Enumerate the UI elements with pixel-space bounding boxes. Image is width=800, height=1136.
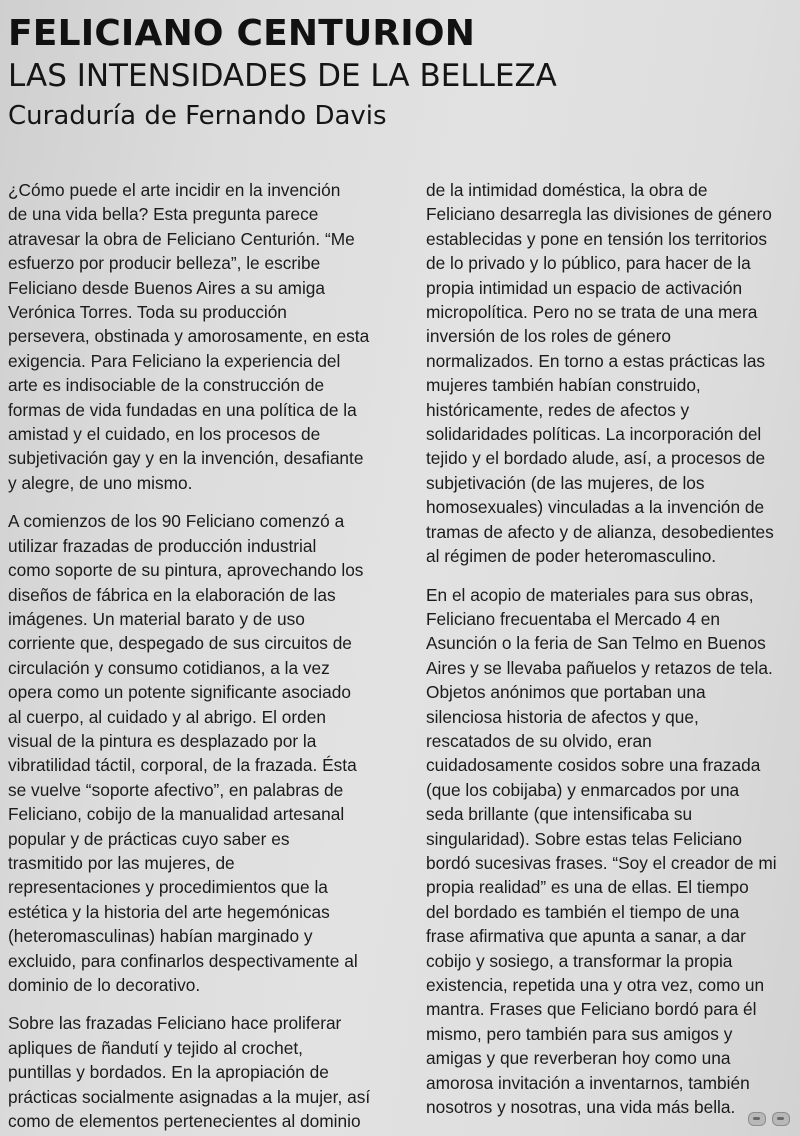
- text-line: formas de vida fundadas en una política de la: [8, 399, 357, 420]
- text-line: Feliciano, cobijo de la manualidad artesanal: [8, 804, 345, 825]
- artist-name: FELICIANO CENTURION: [8, 13, 476, 54]
- text-line: de una vida bella? Esta pregunta parece: [8, 204, 319, 225]
- left-text-column: [8, 178, 392, 1136]
- text-line: En el acopio de materiales para sus obras,: [426, 584, 754, 605]
- text-line: atravesar la obra de Feliciano Centurión. “Me: [8, 228, 355, 249]
- text-line: cobijo y sosiego, a transformar la propia: [426, 950, 733, 971]
- text-line: (heteromasculinas) habían marginado y: [8, 926, 313, 947]
- paragraph: [426, 583, 794, 1120]
- text-line: mismo, pero también para sus amigos y: [426, 1023, 733, 1044]
- text-line: Aires y se llevaba pañuelos y retazos de tela.: [426, 657, 773, 678]
- text-line: seda brillante (que intensificaba su: [426, 804, 693, 825]
- text-line: como de elementos pertenecientes al dominio: [8, 1111, 361, 1132]
- text-line: tramas de afecto y de alianza, desobedientes: [426, 521, 774, 542]
- text-line: del bordado es también el tiempo de una: [426, 901, 740, 922]
- text-line: puntillas y bordados. En la apropiación de: [8, 1062, 329, 1083]
- text-line: al régimen de poder heteromasculino.: [426, 546, 717, 567]
- curator-credit: Curaduría de Fernando Davis: [8, 101, 387, 131]
- text-line: silenciosa historia de afectos y que,: [426, 706, 699, 727]
- sponsor-logo-icon: [772, 1112, 790, 1126]
- text-line: amorosa invitación a inventarnos, también: [426, 1072, 750, 1093]
- text-line: vibratilidad táctil, corporal, de la frazada. Ésta: [8, 755, 357, 776]
- text-line: Objetos anónimos que portaban una: [426, 682, 706, 703]
- text-line: arte es indisociable de la construcción de: [8, 375, 325, 396]
- text-line: dominio de lo decorativo.: [8, 975, 201, 995]
- text-line: estética y la historia del arte hegemónicas: [8, 901, 330, 922]
- text-line: subjetivación (de las mujeres, de los: [426, 472, 705, 493]
- text-line: y alegre, de uno mismo.: [8, 472, 193, 493]
- text-line: utilizar frazadas de producción industrial: [8, 535, 317, 556]
- paragraph: [8, 178, 392, 495]
- text-line: amistad y el cuidado, en los procesos de: [8, 424, 321, 445]
- text-line: amigas y que reverberan hoy como una: [426, 1048, 731, 1069]
- text-line: rescatados de su olvido, eran: [426, 730, 652, 751]
- sponsor-logo-icon: [748, 1112, 766, 1126]
- text-line: nosotros y nosotras, una vida más bella.: [426, 1097, 736, 1118]
- text-line: propia realidad” es una de ellas. El tiempo: [426, 877, 749, 898]
- sponsor-logos: [748, 1112, 790, 1126]
- text-line: históricamente, redes de afectos y: [426, 399, 690, 420]
- text-line: Asunción o la feria de San Telmo en Buenos: [426, 633, 766, 654]
- text-line: homosexuales) vinculadas a la invención de: [426, 497, 765, 518]
- text-line: se vuelve “soporte afectivo”, en palabras de: [8, 779, 344, 800]
- text-line: mujeres también habían construido,: [426, 375, 701, 396]
- text-line: propia intimidad un espacio de activación: [426, 277, 743, 298]
- text-line: al cuerpo, al cuidado y al abrigo. El orden: [8, 706, 326, 727]
- text-line: (que los cobijaba) y enmarcados por una: [426, 779, 740, 800]
- text-line: persevera, obstinada y amorosamente, en esta: [8, 326, 370, 347]
- text-line: inversión de los roles de género: [426, 326, 671, 347]
- text-line: Sobre las frazadas Feliciano hace proliferar: [8, 1013, 342, 1034]
- text-line: micropolítica. Pero no se trata de una mera: [426, 302, 758, 323]
- text-line: mantra. Frases que Feliciano bordó para él: [426, 999, 757, 1020]
- text-line: opera como un potente significante asociado: [8, 682, 351, 703]
- header: [8, 12, 800, 136]
- text-line: ¿Cómo puede el arte incidir en la invención: [8, 180, 341, 200]
- paragraph: [8, 509, 392, 997]
- text-line: circulación y consumo cotidianos, a la vez: [8, 657, 330, 678]
- paragraph: [8, 1011, 392, 1133]
- text-line: A comienzos de los 90 Feliciano comenzó a: [8, 511, 345, 532]
- text-line: singularidad). Sobre estas telas Feliciano: [426, 828, 743, 849]
- text-line: exigencia. Para Feliciano la experiencia del: [8, 350, 341, 371]
- text-line: cuidadosamente cosidos sobre una frazada: [426, 755, 761, 776]
- text-line: bordó sucesivas frases. “Soy el creador de mi: [426, 852, 777, 873]
- paragraph: [426, 178, 794, 569]
- text-line: diseños de fábrica en la elaboración de las: [8, 584, 336, 605]
- text-line: normalizados. En torno a estas prácticas las: [426, 350, 766, 371]
- text-line: Feliciano desarregla las divisiones de género: [426, 204, 772, 225]
- text-line: como soporte de su pintura, aprovechando los: [8, 560, 364, 581]
- text-line: establecidas y pone en tensión los territorios: [426, 228, 768, 249]
- text-line: existencia, repetida una y otra vez, como un: [426, 975, 765, 995]
- text-line: prácticas socialmente asignadas a la mujer, así: [8, 1086, 371, 1107]
- text-line: Feliciano frecuentaba el Mercado 4 en: [426, 608, 720, 629]
- text-line: de lo privado y lo público, para hacer de la: [426, 253, 751, 274]
- text-line: Feliciano desde Buenos Aires a su amiga: [8, 277, 326, 298]
- text-line: tejido y el bordado alude, así, a procesos de: [426, 448, 766, 469]
- text-line: representaciones y procedimientos que la: [8, 877, 328, 898]
- text-line: frase afirmativa que apunta a sanar, a dar: [426, 926, 746, 947]
- text-line: esfuerzo por producir belleza”, le escribe: [8, 253, 321, 274]
- text-line: excluido, para confinarlos despectivamente al: [8, 950, 358, 971]
- text-line: popular y de prácticas cuyo saber es: [8, 828, 290, 849]
- text-line: apliques de ñandutí y tejido al crochet,: [8, 1037, 303, 1058]
- exhibition-title: LAS INTENSIDADES DE LA BELLEZA: [8, 58, 557, 94]
- text-line: imágenes. Un material barato y de uso: [8, 608, 305, 629]
- text-line: subjetivación gay y en la invención, desafiante: [8, 448, 364, 469]
- text-line: de la intimidad doméstica, la obra de: [426, 180, 708, 200]
- text-line: Verónica Torres. Toda su producción: [8, 302, 287, 323]
- text-line: trasmitido por las mujeres, de: [8, 852, 235, 873]
- text-line: corriente que, despegado de sus circuitos de: [8, 633, 352, 654]
- text-line: visual de la pintura es desplazado por la: [8, 730, 317, 751]
- right-text-column: [426, 178, 794, 1133]
- text-line: solidaridades políticas. La incorporación del: [426, 424, 762, 445]
